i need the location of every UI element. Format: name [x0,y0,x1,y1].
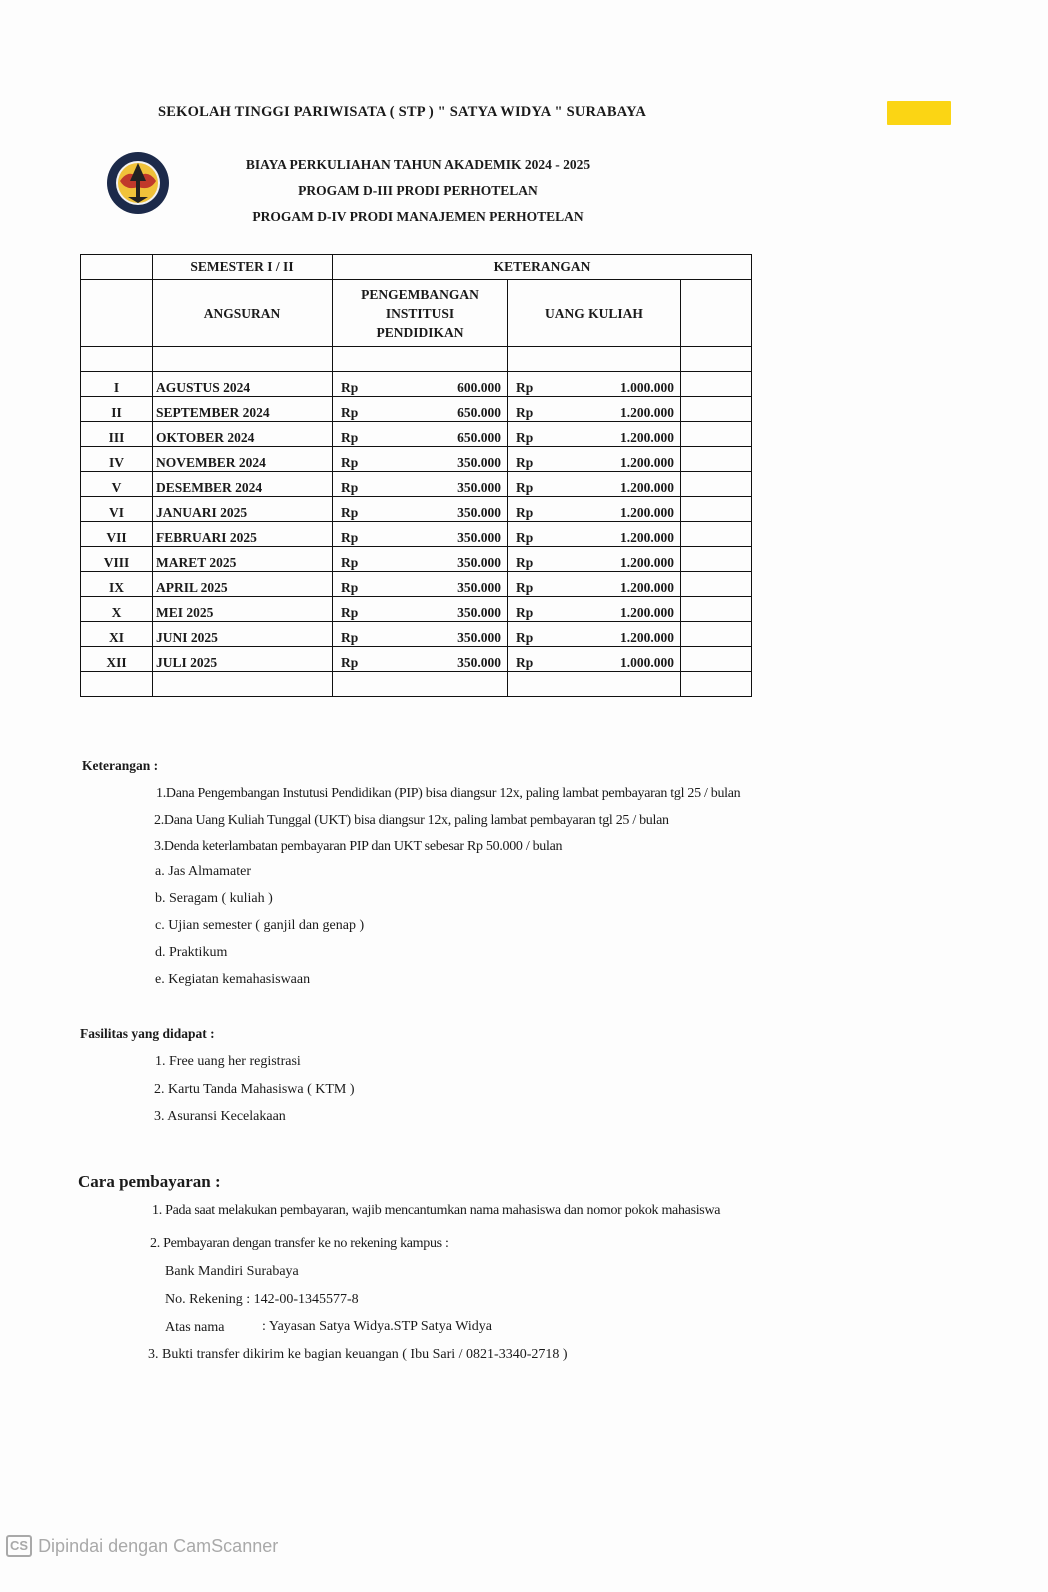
installment-month: JANUARI 2025 [153,497,333,522]
keterangan-item: b. Seragam ( kuliah ) [155,891,273,906]
fee-table [80,254,752,697]
cara-item: 2. Pembayaran dengan transfer ke no rekening kampus : [150,1236,449,1251]
installment-number: VIII [81,547,153,572]
table-blank-row [81,347,752,372]
empty-cell [681,372,752,397]
fee-row [81,497,752,522]
installment-number: VII [81,522,153,547]
account-holder-value: : Yayasan Satya Widya.STP Satya Widya [262,1319,492,1334]
pip-amount-cell [333,447,508,472]
pip-amount: 650.000 [457,430,501,445]
currency-label: Rp [341,455,359,470]
currency-label: Rp [341,580,359,595]
pip-amount-cell [333,547,508,572]
installment-month: SEPTEMBER 2024 [153,397,333,422]
pip-amount: 350.000 [457,480,501,495]
fee-row [81,522,752,547]
installment-month: DESEMBER 2024 [153,472,333,497]
currency-label: Rp [341,630,359,645]
pip-amount-cell [333,372,508,397]
blank-cell [333,672,508,697]
header-pip [333,280,508,347]
table-header-row-2 [81,280,752,347]
currency-label: Rp [516,630,534,645]
installment-month: JUNI 2025 [153,622,333,647]
ukt-amount-cell [508,497,681,522]
pip-amount: 350.000 [457,555,501,570]
blank-cell [153,672,333,697]
fee-row [81,647,752,672]
blank-cell [333,347,508,372]
fee-row [81,572,752,597]
fee-row [81,447,752,472]
pip-amount: 350.000 [457,605,501,620]
empty-cell [681,472,752,497]
currency-label: Rp [341,405,359,420]
currency-label: Rp [516,555,534,570]
installment-number: XI [81,622,153,647]
installment-number: III [81,422,153,447]
empty-cell [681,572,752,597]
ukt-amount-cell [508,547,681,572]
empty-cell [681,597,752,622]
fee-row [81,547,752,572]
ukt-amount-cell [508,647,681,672]
installment-number: II [81,397,153,422]
installment-number: VI [81,497,153,522]
bank-name: Bank Mandiri Surabaya [165,1264,299,1279]
pip-amount: 350.000 [457,655,501,670]
empty-cell [681,647,752,672]
header-empty-cell [81,255,153,280]
table-blank-row [81,672,752,697]
pip-amount-cell [333,422,508,447]
keterangan-item: d. Praktikum [155,945,228,960]
currency-label: Rp [516,505,534,520]
fee-row [81,397,752,422]
blank-cell [508,672,681,697]
empty-cell [681,397,752,422]
ukt-amount: 1.200.000 [620,480,674,495]
installment-number: XII [81,647,153,672]
fee-row [81,372,752,397]
fasilitas-item: 2. Kartu Tanda Mahasiswa ( KTM ) [154,1082,355,1097]
pip-amount: 600.000 [457,380,501,395]
fasilitas-item: 1. Free uang her registrasi [155,1054,301,1069]
currency-label: Rp [341,380,359,395]
blank-cell [81,347,153,372]
keterangan-item: c. Ujian semester ( ganjil dan genap ) [155,918,365,933]
installment-month: FEBRUARI 2025 [153,522,333,547]
ukt-amount: 1.200.000 [620,405,674,420]
pip-amount: 350.000 [457,505,501,520]
ukt-amount: 1.200.000 [620,630,674,645]
camscanner-icon: CS [6,1535,32,1557]
pip-amount-cell [333,647,508,672]
currency-label: Rp [341,655,359,670]
installment-month: APRIL 2025 [153,572,333,597]
pip-amount: 350.000 [457,580,501,595]
account-holder-label: Atas nama [165,1320,225,1335]
keterangan-label: Keterangan : [82,758,159,773]
header-pip-line: INSTITUSI [385,305,455,321]
fasilitas-item: 3. Asuransi Kecelakaan [154,1109,286,1124]
ukt-amount: 1.200.000 [620,555,674,570]
keterangan-item: 3.Denda keterlambatan pembayaran PIP dan UKT sebesar Rp 50.000 / bulan [154,839,563,854]
installment-month: NOVEMBER 2024 [153,447,333,472]
ukt-amount: 1.200.000 [620,505,674,520]
fee-row [81,597,752,622]
ukt-amount-cell [508,447,681,472]
fee-row [81,422,752,447]
account-number: No. Rekening : 142-00-1345577-8 [165,1292,359,1307]
keterangan-item: a. Jas Almamater [155,864,252,879]
ukt-amount: 1.200.000 [620,430,674,445]
ukt-amount-cell [508,597,681,622]
fasilitas-label: Fasilitas yang didapat : [80,1026,215,1041]
program-d3: PROGAM D-III PRODI PERHOTELAN [298,183,538,198]
yellow-highlight-mark [887,101,951,125]
table-header-row-1 [81,255,752,280]
currency-label: Rp [341,505,359,520]
installment-month: MEI 2025 [153,597,333,622]
cara-pembayaran-label: Cara pembayaran : [78,1172,221,1191]
blank-cell [153,347,333,372]
fee-row [81,472,752,497]
blank-cell [508,347,681,372]
institution-name: SEKOLAH TINGGI PARIWISATA ( STP ) " SATYA WIDYA " SURABAYA [158,104,647,120]
blank-cell [681,672,752,697]
installment-month: OKTOBER 2024 [153,422,333,447]
currency-label: Rp [341,430,359,445]
ukt-amount: 1.200.000 [620,455,674,470]
fee-row [81,622,752,647]
header-pip-line: PENDIDIKAN [376,324,464,340]
ukt-amount-cell [508,472,681,497]
ukt-amount-cell [508,397,681,422]
empty-cell [681,522,752,547]
header-empty-cell [81,280,153,347]
pip-amount: 350.000 [457,530,501,545]
pip-amount: 650.000 [457,405,501,420]
installment-number: V [81,472,153,497]
empty-cell [681,547,752,572]
pip-amount: 350.000 [457,455,501,470]
currency-label: Rp [516,655,534,670]
ukt-amount-cell [508,422,681,447]
currency-label: Rp [341,555,359,570]
currency-label: Rp [341,605,359,620]
ukt-amount: 1.200.000 [620,580,674,595]
institution-logo-icon [106,151,170,215]
fee-rows [81,372,752,672]
ukt-amount-cell [508,522,681,547]
header-empty-cell [681,280,752,347]
currency-label: Rp [516,455,534,470]
currency-label: Rp [516,530,534,545]
program-d4: PROGAM D-IV PRODI MANAJEMEN PERHOTELAN [252,209,584,224]
empty-cell [681,422,752,447]
cara-item: 3. Bukti transfer dikirim ke bagian keuangan ( Ibu Sari / 0821-3340-2718 ) [148,1347,568,1362]
ukt-amount-cell [508,572,681,597]
pip-amount-cell [333,522,508,547]
installment-month: AGUSTUS 2024 [153,372,333,397]
ukt-amount-cell [508,622,681,647]
installment-month: MARET 2025 [153,547,333,572]
currency-label: Rp [341,530,359,545]
installment-number: I [81,372,153,397]
installment-month: JULI 2025 [153,647,333,672]
pip-amount-cell [333,572,508,597]
currency-label: Rp [516,605,534,620]
pip-amount-cell [333,397,508,422]
blank-cell [81,672,153,697]
empty-cell [681,497,752,522]
currency-label: Rp [516,430,534,445]
installment-number: IV [81,447,153,472]
currency-label: Rp [516,405,534,420]
keterangan-item: 2.Dana Uang Kuliah Tunggal (UKT) bisa diangsur 12x, paling lambat pembayaran tgl 25 / bulan [154,813,669,828]
currency-label: Rp [516,580,534,595]
installment-number: IX [81,572,153,597]
ukt-amount-cell [508,372,681,397]
currency-label: Rp [341,480,359,495]
camscanner-watermark [6,1535,278,1557]
ukt-amount: 1.000.000 [620,655,674,670]
installment-number: X [81,597,153,622]
empty-cell [681,447,752,472]
keterangan-item: 1.Dana Pengembangan Instutusi Pendidikan (PIP) bisa diangsur 12x, paling lambat pembayaran tgl 25 / bulan [156,786,741,801]
header-pip-line: PENGEMBANGAN [361,286,479,302]
currency-label: Rp [516,480,534,495]
ukt-amount: 1.200.000 [620,605,674,620]
cara-item: 1. Pada saat melakukan pembayaran, wajib mencantumkan nama mahasiswa dan nomor pokok mahasiswa [152,1203,721,1218]
pip-amount-cell [333,497,508,522]
currency-label: Rp [516,380,534,395]
header-angsuran: ANGSURAN [153,280,333,347]
watermark-text: Dipindai dengan CamScanner [38,1535,279,1556]
pip-amount-cell [333,472,508,497]
pip-amount-cell [333,597,508,622]
header-uang-kuliah: UANG KULIAH [508,280,681,347]
pip-amount: 350.000 [457,630,501,645]
document-title: BIAYA PERKULIAHAN TAHUN AKADEMIK 2024 - 2025 [245,157,591,172]
ukt-amount: 1.000.000 [620,380,674,395]
blank-cell [681,347,752,372]
header-semester: SEMESTER I / II [153,255,333,280]
header-keterangan: KETERANGAN [333,255,752,280]
empty-cell [681,622,752,647]
ukt-amount: 1.200.000 [620,530,674,545]
pip-amount-cell [333,622,508,647]
keterangan-item: e. Kegiatan kemahasiswaan [155,972,311,987]
